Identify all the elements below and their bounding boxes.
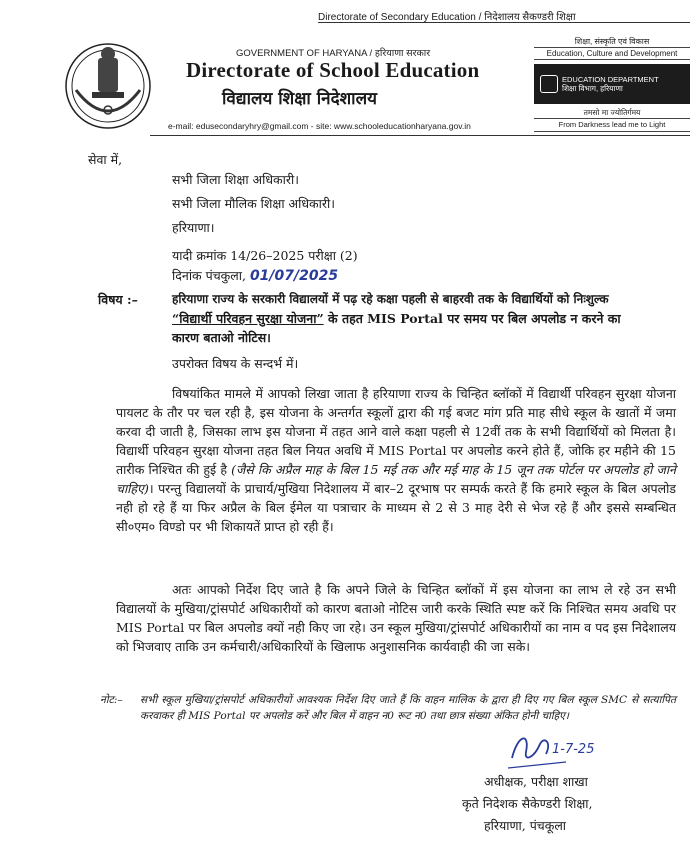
paragraph-1-part-2: । परन्तु विद्यालयों के प्राचार्य/मुखिया निदेशालय में बार–2 दूरभाष पर सम्पर्क करते हैं कि हमारे स्कूल के बिल अपलोड नही हो रहे हैं या फिर अप्रैल के बिल ईमेल या पत्राचार के माध्यम से 2 से 3 माह देरी से भेज रहे हैं और इससे सम्बन्धित सी०एम० विण्डो पर भी शिकायतें प्राप्त हो रही हैं। bbox=[116, 481, 676, 534]
subject-text bbox=[172, 290, 672, 347]
handwritten-date: 01/07/2025 bbox=[249, 268, 339, 284]
subject-line-1: हरियाणा राज्य के सरकारी विद्यालयों में पढ़ रहे कक्षा पहली से बाहरवी तक के विद्यार्थियों को निःशुल्क bbox=[172, 292, 609, 306]
signature-date: 1-7-25 bbox=[552, 742, 595, 757]
contact-line: e-mail: edusecondaryhry@gmail.com - site: www.schooleducationharyana.gov.in bbox=[168, 121, 471, 131]
department-logo-icon bbox=[540, 75, 558, 93]
top-header-line: Directorate of Secondary Education / निदेशालय सैकण्डरी शिक्षा bbox=[318, 12, 576, 23]
motto-hindi: तमसो मा ज्योतिर्गमय bbox=[534, 107, 690, 119]
addressee-line-1: सभी जिला शिक्षा अधिकारी। bbox=[172, 172, 299, 187]
memo-date bbox=[172, 266, 338, 286]
signatory-designation: अधीक्षक, परीक्षा शाखा bbox=[484, 774, 588, 789]
paragraph-1-example: (जैसे कि अप्रैल माह के बिल 15 मई तक और मई माह के 15 जून तक पोर्टल पर अपलोड हो जाने चाहिए) bbox=[116, 462, 676, 496]
salutation: सेवा में, bbox=[88, 152, 123, 167]
date-prefix: दिनांक पंचकुला, bbox=[172, 268, 246, 283]
top-rule bbox=[318, 22, 690, 23]
signatory-place: हरियाणा, पंचकूला bbox=[484, 818, 567, 833]
paragraph-2: अतः आपको निर्देश दिए जाते है कि अपने जिले के चिन्हित ब्लॉकों में इस योजना का लाभ ले रहे उन सभी विद्यालयों के मुखिया/ट्रांसपोर्ट अधिकारीयों को कारण बताओ नोटिस जारी करके स्थिति स्पष्ट करें कि निश्चित समय अवधि पर MIS Portal पर बिल अपलोड क्यों नही किए जा रहे। उन स्कूल मुखिया/ट्रांसपोर्ट अधिकारीयों का नाम व पद इस निदेशालय को भिजवाए ताकि उन कर्मचारी/अधिकारियों के खिलाफ अनुशासनिक कार्यवाही की जा सके। bbox=[116, 582, 676, 654]
reference-line: उपरोक्त विषय के सन्दर्भ में। bbox=[172, 356, 299, 371]
department-badge bbox=[534, 64, 690, 104]
directorate-title: Directorate of School Education bbox=[186, 58, 480, 82]
haryana-emblem-icon bbox=[62, 36, 154, 132]
signatory-for-line: कृते निदेशक सैकेण्डरी शिक्षा, bbox=[462, 796, 593, 811]
department-name: EDUCATION DEPARTMENT bbox=[562, 74, 659, 84]
addressee-line-2: सभी जिला मौलिक शिक्षा अधिकारी। bbox=[172, 196, 335, 211]
header-rule bbox=[150, 135, 690, 136]
logo-line-english: Education, Culture and Development bbox=[534, 48, 690, 60]
paragraph-1-part-1: विषयांकित मामले में आपको लिखा जाता है हरियाणा राज्य के चिन्हित ब्लॉकों में विद्यार्थी परिवहन सुरक्षा योजना पायलट के तौर पर चल रही है, इस योजना के अन्तर्गत स्कूलों द्वारा की गई बजट मांग प्रति माह सीधे स्कूल के खातों में जमा करवा दी जाती है, जिसका लाभ इस योजना में तहत आने वाले कक्षा पहली से 12वीं तक के सभी विद्यार्थियों को मिलता है। विद्यार्थी परिवहन सुरक्षा योजना तहत बिल नियत अवधि में MIS Portal पर अपलोड करने होते हैं, जोकि हर महीने की 15 तारीक निश्चित की हुई है bbox=[116, 386, 676, 477]
government-label: GOVERNMENT OF HARYANA / हरियाणा सरकार bbox=[236, 48, 431, 59]
department-name-hindi: शिक्षा विभाग, हरियाणा bbox=[562, 83, 623, 93]
addressee-line-3: हरियाणा। bbox=[172, 220, 215, 235]
subject-line-2 bbox=[172, 309, 672, 328]
logo-line-hindi: शिक्षा, संस्कृति एवं विकास bbox=[534, 36, 690, 48]
paragraph-1 bbox=[116, 384, 676, 536]
note-label: नोट:– bbox=[100, 694, 123, 706]
subject-line-3: कारण बताओ नोटिस। bbox=[172, 330, 271, 345]
directorate-title-hindi: विद्यालय शिक्षा निदेशालय bbox=[222, 89, 377, 109]
scheme-name: “विद्यार्थी परिवहन सुरक्षा योजना” bbox=[172, 311, 324, 326]
motto-english: From Darkness lead me to Light bbox=[534, 119, 690, 132]
education-department-logo bbox=[534, 36, 690, 132]
subject-line-2-rest: के तहत MIS Portal पर समय पर बिल अपलोड न करने का bbox=[323, 311, 621, 326]
memo-number: यादी क्रमांक 14/26–2025 परीक्षा (2) bbox=[172, 248, 358, 263]
subject-label: विषय :– bbox=[98, 292, 138, 307]
note-text: सभी स्कूल मुखिया/ट्रांसपोर्ट अधिकारीयों आवश्यक निर्देश दिए जाते हैं कि वाहन मालिक के द्वारा ही दिए गए बिल स्कूल SMC से सत्यापित करवाकर ही MIS Portal पर अपलोड करें और बिल में वाहन न0 रूट न0 तथा छात्र संख्या अंकित होनी चाहिए। bbox=[140, 694, 676, 722]
